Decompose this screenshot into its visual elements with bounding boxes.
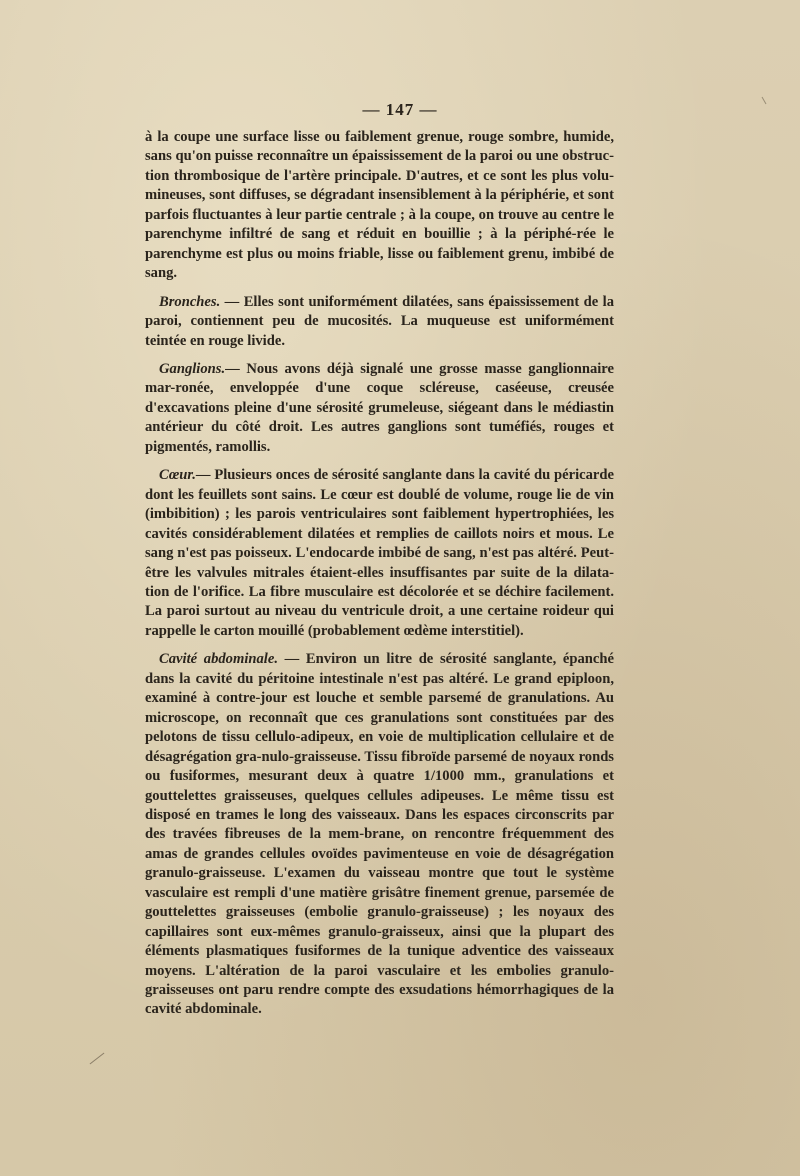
paragraph-text: — Nous avons déjà signalé une grosse masse ganglionnaire mar-ronée, enveloppée d'une coque scléreuse, caséeuse, creusée d'excavations pleine d'une sérosité grumeleuse, siégeant dans le médiastin antérieur du côté droit. Les autres ganglions sont tuméfiés, rouges et pigmentés, ramollis. (145, 360, 614, 455)
paragraph-coeur (145, 466, 614, 641)
paragraph-heading: Bronches. (159, 293, 221, 310)
paragraph-heading: Ganglions. (159, 360, 226, 377)
paragraph-heading: Cœur. (159, 467, 196, 484)
body-text (145, 128, 614, 1029)
page-number: — 147 — (362, 100, 438, 119)
paragraph-text: à la coupe une surface lisse ou faiblement grenue, rouge sombre, humide, sans qu'on puisse reconnaître un épaississement de la paroi ou une obstruc-tion thrombosique de l'artère principale. D'autres, et ce sont les plus volu-mineuses, sont diffuses, se dégradant insensiblement à la périphérie, et sont parfois fluctuantes à leur partie centrale ; à la coupe, on trouve au centre le parenchyme infiltré de sang et réduit en bouillie ; à la périphé-rée le parenchyme est plus ou moins friable, lisse ou faiblement grenu, imbibé de sang. (145, 129, 614, 282)
paragraph-heading: Cavité abdominale. (159, 651, 278, 668)
pencil-mark (90, 1053, 105, 1065)
paragraph-ganglions (145, 360, 614, 457)
paragraph-lungs-continued (145, 128, 614, 284)
paragraph-text: — Environ un litre de sérosité sanglante, épanché dans la cavité du péritoine intestinale n'est pas altéré. Le grand epiploon, examiné à contre-jour est louche et semble parsemé de granulations. Au microscope, on reconnaît que ces granulations sont constituées par des pelotons de tissu cellulo-adipeux, en voie de multiplication cellulaire et de désagrégation gra-nulo-graisseuse. Tissu fibroïde parsemé de noyaux ronds ou fusiformes, mesurant deux à quatre 1/1000 mm., granulations et gouttelettes graisseuses, quelques cellules adipeuses. Le même tissu est disposé en trames le long des vaisseaux. Dans les espaces circonscrits par des travées fibreuses de la mem-brane, on rencontre fréquemment des amas de grandes cellules ovoïdes pavimenteuse en voie de désagrégation granulo-graisseuse. L'examen du vaisseau montre que tout le système vasculaire est rempli d'une matière grisâtre finement grenue, parsemée de gouttelettes graisseuses (embolie granulo-graisseuse) ; les noyaux des capillaires sont eux-mêmes granulo-graisseux, ainsi que la plupart des éléments plasmatiques fusiformes de la tunique adventice des vaisseaux moyens. L'altération de la paroi vasculaire et les embolies granulo-graisseuses ont paru rendre compte des exsudations hémorrhagiques de la cavité abdominale. (145, 651, 614, 1018)
paragraph-cavite-abdominale (145, 650, 614, 1020)
paragraph-bronches (145, 293, 614, 351)
paragraph-text: — Elles sont uniformément dilatées, sans épaississement de la paroi, contiennent peu de mucosités. La muqueuse est uniformément teintée en rouge livide. (145, 293, 614, 349)
paragraph-text: — Plusieurs onces de sérosité sanglante dans la cavité du péricarde dont les feuillets sont sains. Le cœur est doublé de volume, rouge lie de vin (imbibition) ; les parois ventriculaires sont faiblement hypertrophiées, les cavités considérablement dilatées et remplies de caillots noirs et mous. Le sang n'est pas poisseux. L'endocarde imbibé de sang, n'est pas altéré. Peut-être les valvules mitrales étaient-elles insuffisantes par suite de la dilata-tion de l'orifice. La fibre musculaire est décolorée et se déchire facilement. La paroi surtout au niveau du ventricule droit, a une certaine roideur qui rappelle le carton mouillé (probablement œdème interstitiel). (145, 467, 614, 639)
